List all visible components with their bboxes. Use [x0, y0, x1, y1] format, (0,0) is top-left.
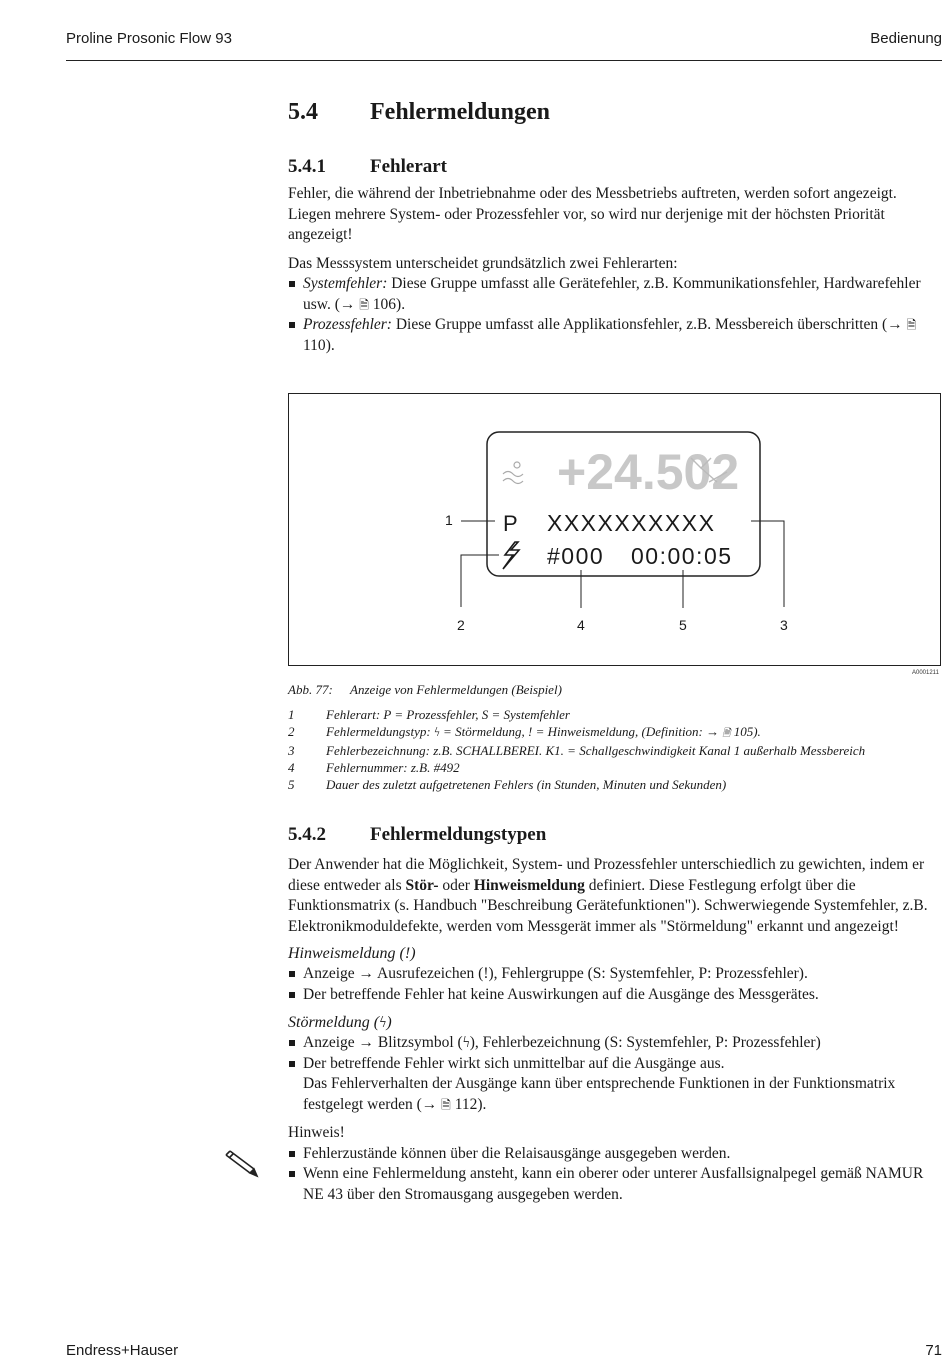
item-text: Diese Gruppe umfasst alle Gerätefehler, z.B. Kommunikationsfehler, Hardwarefehler usw. (→ [303, 275, 921, 313]
list-item [288, 315, 943, 356]
subsection-number: 5.4.1 [288, 156, 326, 177]
list-item: Wenn eine Fehlermeldung ansteht, kann ein oberer oder unterer Ausfallsignalpegel gemäß NAMUR NE 43 über den Stromausgang ausgegeben werden. [288, 1164, 943, 1205]
section-heading [288, 94, 943, 130]
item-text: Diese Gruppe umfasst alle Applikationsfehler, z.B. Messbereich überschritten (→ [391, 316, 907, 333]
page-ref-link[interactable]: 106 [372, 295, 397, 313]
legend-row [288, 742, 865, 759]
term-prozessfehler: Prozessfehler: [303, 316, 392, 333]
paragraph-types: Das Messsystem unterscheidet grundsätzlich zwei Fehlerarten: [288, 254, 678, 272]
section-5-4-2 [288, 820, 943, 1205]
item-text: Der betreffende Fehler wirkt sich unmittelbar auf die Ausgänge aus. [303, 1054, 725, 1072]
legend-number: 1 [288, 707, 295, 722]
caption-text: Anzeige von Fehlermeldungen (Beispiel) [350, 682, 562, 697]
page-ref-icon: 🗎 [906, 318, 917, 332]
note-list [288, 1144, 943, 1206]
paragraph-intro: Fehler, die während der Inbetriebnahme oder des Messbetriebs auftreten, werden sofort angezeigt. Liegen mehrere System- oder Prozessfehler vor, so wird nur derjenige mit der höchsten Priorität angezeigt! [288, 185, 897, 243]
item-end: ). [396, 295, 406, 313]
hinweismeldung-list [288, 964, 943, 1005]
list-item: Der betreffende Fehler hat keine Auswirkungen auf die Ausgänge des Messgerätes. [288, 985, 943, 1006]
footer-company: Endress+Hauser [66, 1342, 179, 1359]
legend-number: 5 [288, 777, 295, 792]
legend-text: Fehlermeldungstyp: ϟ = Störmeldung, ! = Hinweismeldung, (Definition: → [326, 724, 723, 739]
legend-row [288, 776, 865, 793]
bold-stoer: Stör- [405, 876, 439, 894]
subsection-title: Fehlerart [370, 156, 448, 177]
term-systemfehler: Systemfehler: [303, 275, 388, 292]
figure-id: A0001211 [912, 670, 939, 676]
list-item: Fehlerzustände können über die Relaisausgänge ausgegeben werden. [288, 1144, 943, 1165]
item-end: ). [325, 336, 335, 354]
display-value-ghost: +24.502 [557, 444, 740, 500]
text-run: definiert. Diese Festlegung erfolgt über die Funktionsmatrix (s. Handbuch "Beschreibung Gerätefunktionen"). Schwerwiegende Systemfehler, z.B. Elektronikmoduldefekte, werden vom Messgerät immer als "Störmeldung" erkannt und angezeigt! [288, 876, 928, 935]
legend-number: 4 [288, 760, 295, 775]
legend-text: Dauer des zuletzt aufgetretenen Fehlers (in Stunden, Minuten und Sekunden) [326, 777, 727, 792]
page-ref-link[interactable]: 112 [454, 1095, 478, 1113]
lightning-icon [503, 542, 519, 569]
stoermeldung-list [288, 1033, 943, 1115]
paragraph-weighting [288, 855, 943, 937]
header-rule [66, 60, 942, 61]
legend-text: Fehlernummer: z.B. #492 [326, 760, 460, 775]
header-chapter: Bedienung [870, 30, 942, 47]
page-ref-link[interactable]: 105 [733, 724, 754, 739]
header-product-name: Proline Prosonic Flow 93 [66, 30, 232, 47]
subsection-number: 5.4.2 [288, 824, 326, 845]
text-run: oder [438, 876, 474, 894]
figure-legend [288, 706, 865, 793]
page-ref-icon: 🗎 [441, 1097, 451, 1112]
legend-end: ). [753, 724, 761, 739]
page-ref-link[interactable]: 110 [303, 336, 326, 354]
hinweismeldung-title: Hinweismeldung (!) [288, 945, 416, 962]
display-illustration [289, 394, 940, 665]
legend-number: 3 [288, 743, 295, 758]
subsection-heading-fehlerart [288, 152, 943, 182]
list-item [288, 274, 943, 315]
callout-5: 5 [679, 617, 687, 633]
figure-caption [288, 681, 562, 698]
legend-row [288, 759, 865, 776]
error-duration: 00:00:05 [631, 543, 733, 569]
list-item [288, 1054, 943, 1116]
section-title: Fehlermeldungen [370, 98, 550, 125]
error-designation: XXXXXXXXXX [547, 510, 716, 536]
list-item: Anzeige → Ausrufezeichen (!), Fehlergruppe (S: Systemfehler, P: Prozessfehler). [288, 964, 943, 985]
section-5-4-1 [288, 94, 943, 356]
callout-1: 1 [445, 512, 453, 528]
text-run: Der Anwender hat die Möglichkeit, System- und Prozessfehler unterschiedlich zu gewichten, indem er diese entweder als [288, 856, 925, 894]
water-waves-icon [503, 462, 523, 484]
callout-4: 4 [577, 617, 585, 633]
bold-hinweismeldung: Hinweismeldung [473, 876, 585, 894]
section-number: 5.4 [288, 98, 318, 125]
item-end: ). [477, 1095, 487, 1113]
item-text: Das Fehlerverhalten der Ausgänge kann über entsprechende Funktionen in der Funktionsmatrix festgelegt werden (→ [303, 1075, 896, 1113]
legend-row [288, 723, 865, 742]
error-type-code: P [503, 511, 518, 536]
error-type-list [288, 274, 943, 356]
page-number: 71 [925, 1342, 942, 1359]
callout-3: 3 [780, 617, 788, 633]
pencil-note-icon [222, 1149, 260, 1179]
subsection-title: Fehlermeldungstypen [370, 824, 547, 845]
error-number: #000 [547, 543, 605, 569]
note-title: Hinweis! [288, 1124, 345, 1141]
legend-row [288, 706, 865, 723]
list-item: Anzeige → Blitzsymbol (ϟ), Fehlerbezeichnung (S: Systemfehler, P: Prozessfehler) [288, 1033, 943, 1054]
callout-2: 2 [457, 617, 465, 633]
legend-text: Fehlerbezeichnung: z.B. SCHALLBEREI. K1. = Schallgeschwindigkeit Kanal 1 außerhalb Messbereich [326, 743, 866, 758]
page-ref-icon: 🗎 [722, 728, 731, 739]
legend-text: Fehlerart: P = Prozessfehler, S = Systemfehler [326, 707, 570, 722]
stoermeldung-title: Störmeldung (ϟ) [288, 1014, 392, 1031]
caption-label: Abb. 77: [288, 682, 333, 697]
legend-number: 2 [288, 724, 295, 739]
subsection-heading-fehlermeldungstypen [288, 820, 943, 850]
figure-display-error [288, 393, 941, 666]
page-ref-icon: 🗎 [359, 297, 369, 312]
